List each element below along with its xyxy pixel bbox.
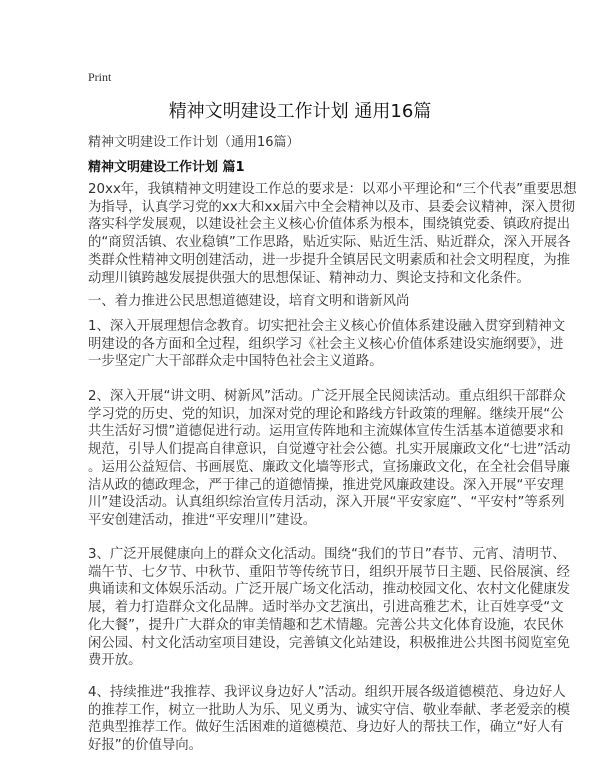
text-line: 共生活好习惯”道德促进行动。运用宣传阵地和主流媒体宣传生活基本道德要求和 [88,424,564,440]
text-line: 2、深入开展“讲文明、树新风”活动。广泛开展全民阅读活动。重点组织干部群众 [88,389,566,404]
text-line: 类群众性精神文明创建活动，进一步提升全镇居民文明素质和社会文明程度，为推 [88,252,571,268]
text-line: 明建设的各方面和全过程，组织学习《社会主义核心价值体系建设实施纲要》，进 [88,336,564,352]
text-line: 4、持续推进“我推荐、我评议身边好人”活动。组织开展各级道德模范、身边好人 [88,685,566,700]
section-heading: 精神文明建设工作计划 篇1 [88,160,245,175]
page-title: 精神文明建设工作计划 通用16篇 [168,101,432,122]
section-heading-1 [88,293,520,311]
text-line: 一、着力推进公民思想道德建设，培育文明和谐新风尚 [88,294,410,309]
print-link[interactable]: Print [88,70,112,84]
document-subtitle: 精神文明建设工作计划（通用16篇） [88,135,300,150]
text-line: 。运用公益短信、书画展览、廉政文化墙等形式，宣扬廉政文化，在全社会倡导廉 [88,459,571,475]
text-line: 动理川镇跨越发展提供强大的思想保证、精神动力、舆论支持和文化条件。 [88,270,530,286]
paragraph [88,546,571,670]
text-line: 费开放。 [88,653,142,669]
text-line: 为指导，认真学习党的xx大和xx届六中全会精神以及市、县委会议精神，深入贯彻 [88,199,575,215]
text-line: 落实科学发展观，以建设社会主义核心价值体系为根本，围绕镇党委、镇政府提出 [88,217,571,233]
text-line: 3、广泛开展健康向上的群众文化活动。围绕“我们的节日”春节、元宵、清明节、 [88,547,566,562]
text-line: 1、深入开展理想信念教育。切实把社会主义核心价值体系建设融入贯穿到精神文 [88,319,566,334]
text-line: 闲公园、村文化活动室项目建设，完善镇文化站建设，积极推进公共图书阅览室免 [88,635,571,651]
text-line: 川”建设活动。认真组织综治宣传月活动，深入开展“平安家庭”、“平安村”等系列 [88,495,565,511]
text-line: 规范，引导人们提高自律意识，自觉遵守社会公德。扎实开展廉政文化“七进”活动 [88,442,571,458]
paragraph [88,388,571,530]
text-line: 学习党的历史、党的知识，加深对党的理论和路线方针政策的理解。继续开展“公 [88,406,564,422]
text-line: 20xx年，我镇精神文明建设工作总的要求是：以邓小平理论和“三个代表”重要思想 [88,182,577,197]
text-line: 好报”的价值导向。 [88,738,203,754]
paragraph [88,684,571,755]
text-line: 的推荐工作，树立一批助人为乐、见义勇为、诚实守信、敬业奉献、孝老爱亲的模 [88,702,571,718]
paragraph [88,318,566,371]
text-line: 平安创建活动，推进“平安理川”建设。 [88,512,317,528]
text-line: 洁从政的德政理念，严于律己的道德情操，推进党风廉政建设。深入开展“平安理 [88,477,564,493]
text-line: 典诵读和文体娱乐活动。广泛开展广场文化活动，推动校园文化、农村文化健康发 [88,582,571,598]
text-line: 端午节、七夕节、中秋节、重阳节等传统节日，组织开展节日主题、民俗展演、经 [88,564,571,580]
text-line: 展，着力打造群众文化品牌。适时举办文艺演出，引进高雅艺术，让百姓享受“文 [88,600,564,616]
text-line: 一步坚定广大干部群众走中国特色社会主义道路。 [88,354,383,370]
text-line: 的“商贸活镇、农业稳镇”工作思路，贴近实际、贴近生活、贴近群众，深入开展各 [88,235,571,251]
text-line: 化大餐”，提升广大群众的审美情趣和艺术情趣。完善公共文化体育设施，农民休 [88,617,564,633]
text-line: 范典型推荐工作。做好生活困难的道德模范、身边好人的帮扶工作，确立“好人有 [88,720,564,736]
paragraph [88,181,577,287]
